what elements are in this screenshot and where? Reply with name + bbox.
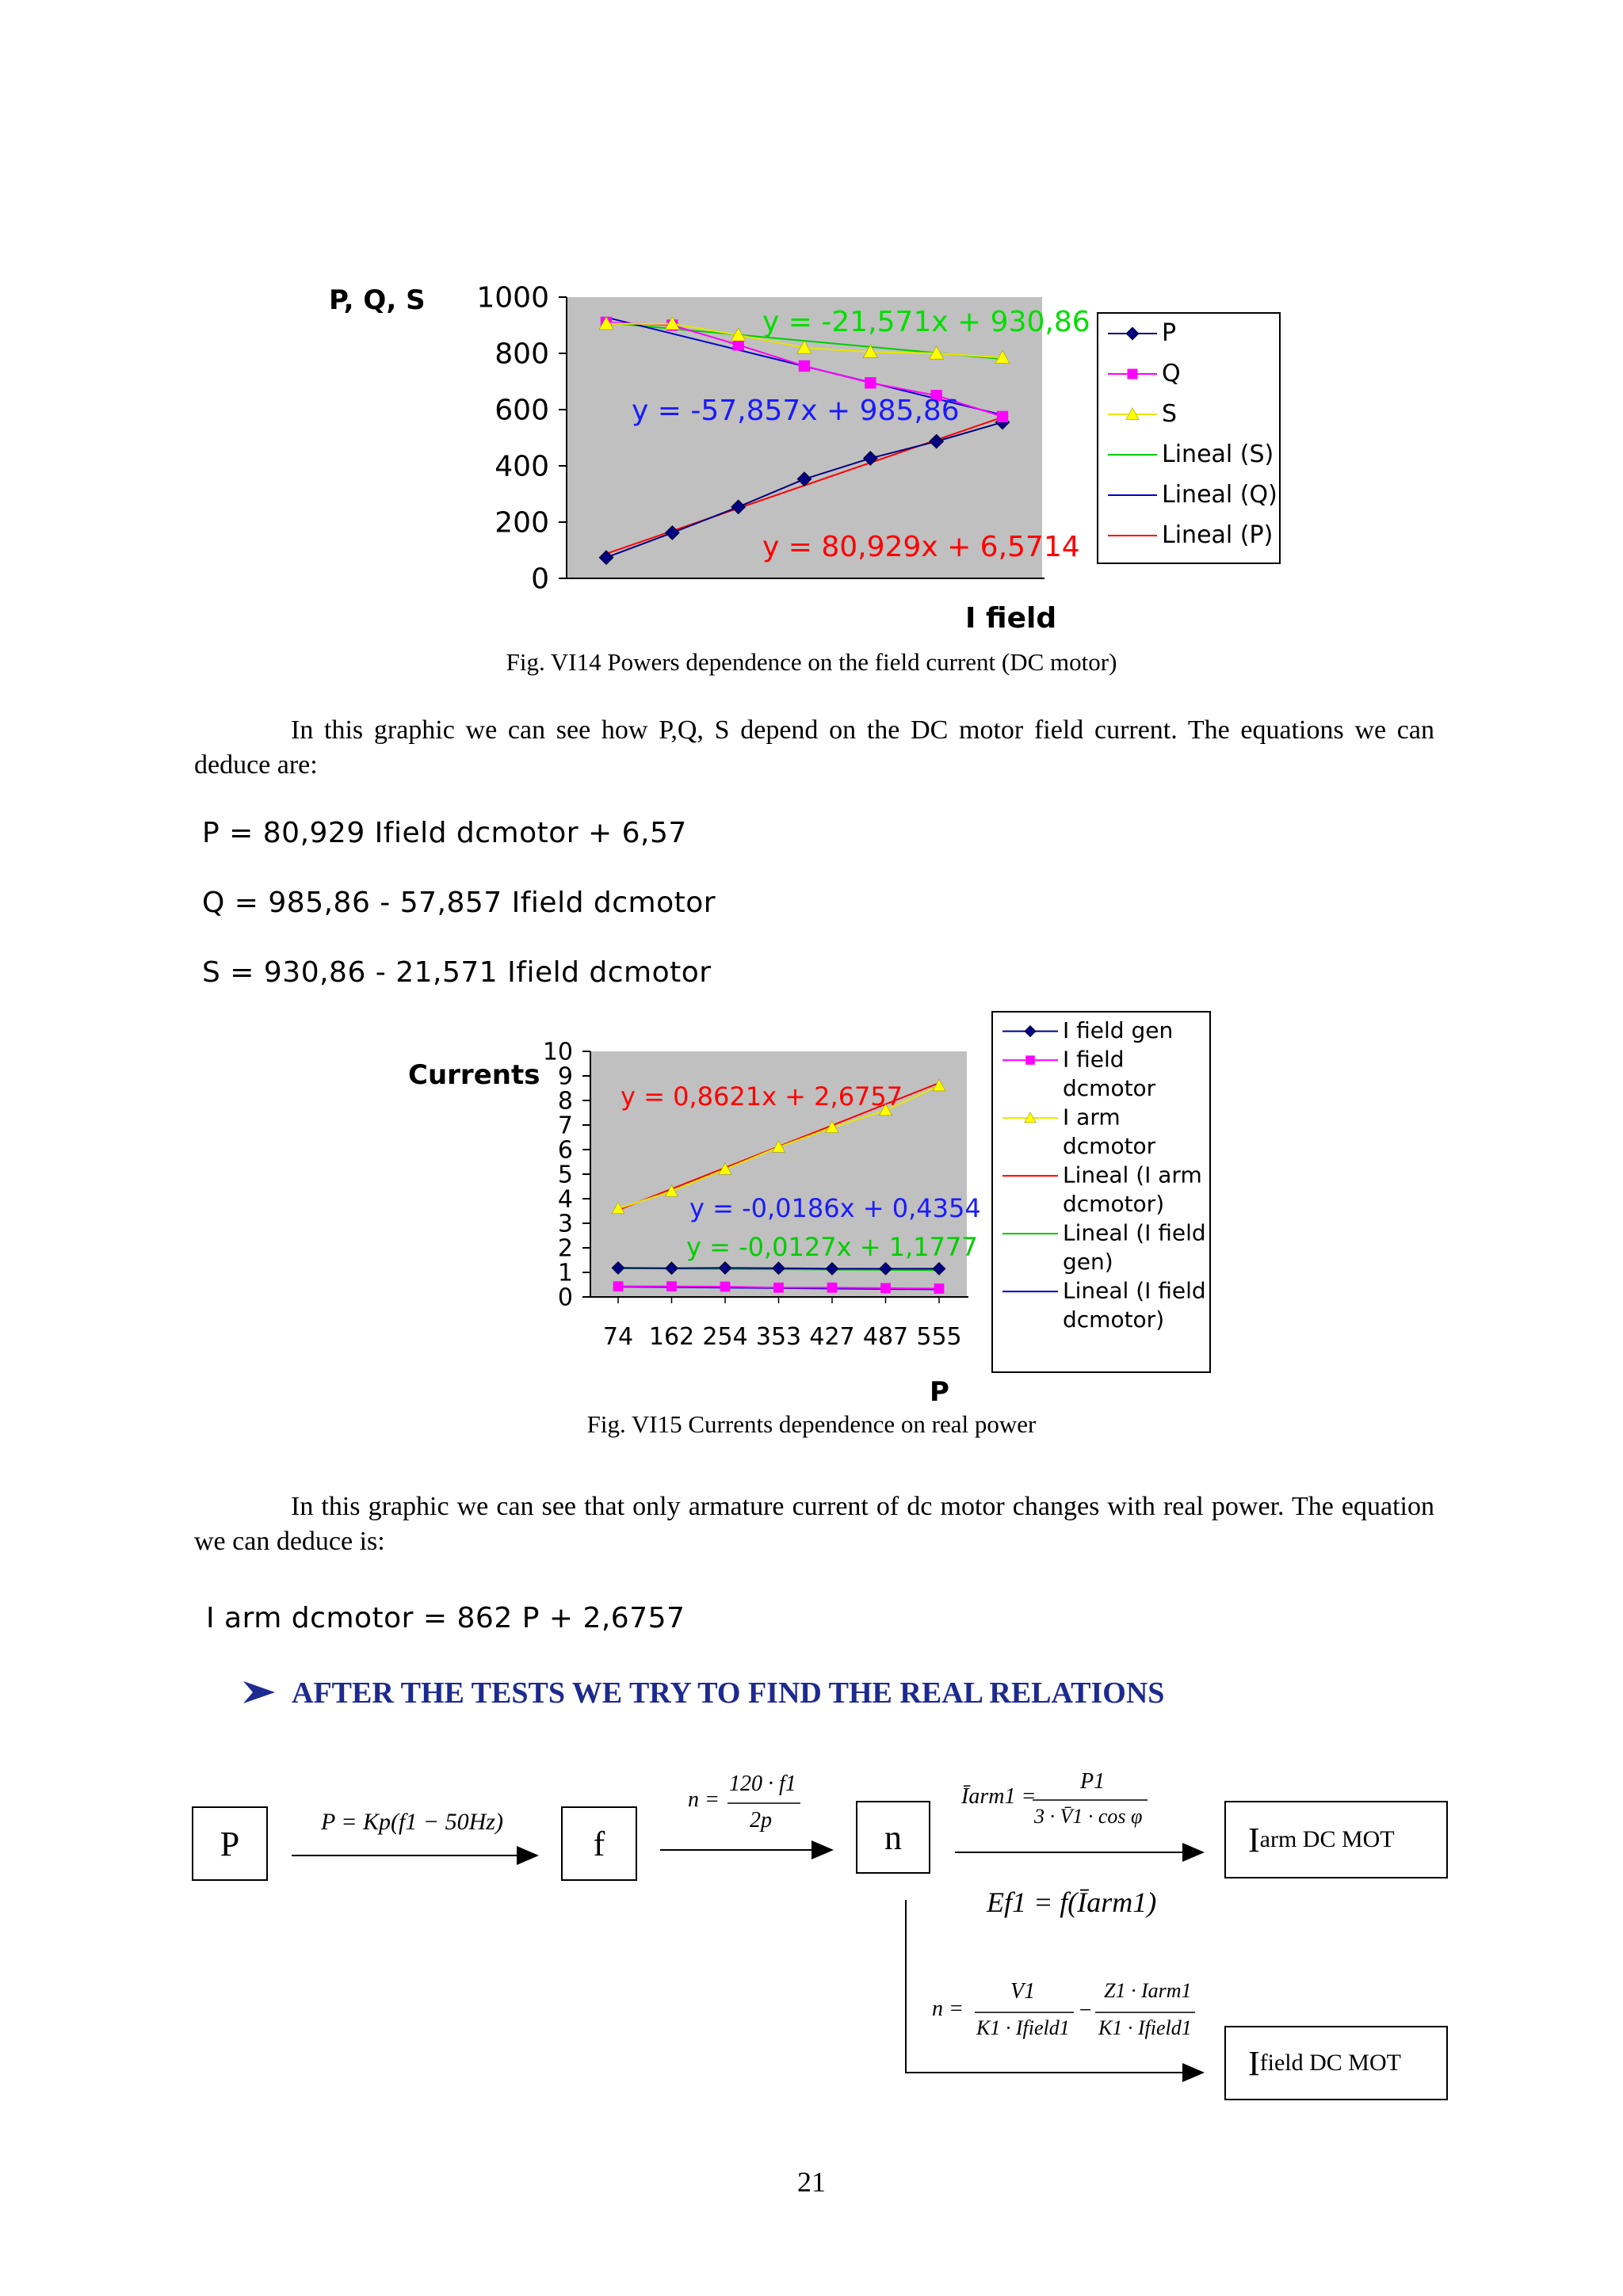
eq-speed-num: 120 · f1 (729, 1772, 796, 1796)
eq-speed2-num2: Z1 · Iarm1 (1104, 1979, 1192, 2002)
x-tick-label: 487 (862, 1323, 909, 1351)
eq-speed2-num1: V1 (1010, 1979, 1036, 2004)
eq-iarm-num: P1 (1080, 1769, 1106, 1794)
diagram-box-iarm: I arm DC MOT (1224, 1801, 1448, 1878)
y-tick-label: 7 (557, 1112, 573, 1140)
x-tick-label: 427 (809, 1323, 855, 1351)
y-tick-label: 400 (495, 450, 549, 483)
x-tick-label: 555 (916, 1323, 962, 1351)
legend-label: Q (1162, 360, 1181, 387)
x-tick-label: 162 (648, 1323, 695, 1351)
data-point (613, 1281, 624, 1291)
data-point (666, 1281, 677, 1291)
paragraph-1: In this graphic we can see how P,Q, S depend on the DC motor field current. The equations we can deduce are: (194, 715, 1434, 780)
y-tick-label: 3 (557, 1210, 573, 1238)
y-tick-label: 6 (557, 1136, 573, 1165)
chart1-ylabel: P, Q, S (329, 284, 426, 316)
fig15-caption: Fig. VI15 Currents dependence on real power (586, 1410, 1037, 1438)
eq-speed2-den2: K1 · Ifield1 (1098, 2016, 1192, 2039)
eq-power-frequency: P = Kp(f1 − 50Hz) (321, 1809, 503, 1835)
legend-label: S (1162, 400, 1178, 428)
chart-powers-vs-field-current (0, 0, 1623, 658)
x-tick-label: 74 (602, 1323, 634, 1351)
legend-marker (1128, 369, 1138, 379)
y-tick-label: 9 (557, 1062, 573, 1091)
legend-label: Lineal (S) (1162, 441, 1274, 468)
y-tick-label: 10 (542, 1038, 573, 1066)
eq-speed-den: 2p (750, 1808, 772, 1833)
legend-label: dcmotor (1063, 1075, 1156, 1101)
legend-label: dcmotor) (1063, 1191, 1165, 1217)
y-tick-label: 8 (557, 1087, 573, 1116)
y-tick-label: 1000 (476, 281, 549, 315)
y-tick-label: 0 (531, 563, 549, 596)
data-point (997, 411, 1008, 422)
eq-speed2-lhs: n = (932, 1997, 964, 2021)
legend-label: I arm (1063, 1104, 1121, 1131)
legend-label: dcmotor (1063, 1133, 1156, 1159)
legend-label: gen) (1063, 1249, 1113, 1275)
eq-iarm-lhs: Īarm1 = (961, 1784, 1037, 1809)
diagram-box-n: n (856, 1801, 930, 1874)
chart1-annotation-s: y = -21,571x + 930,86 (762, 306, 1090, 338)
y-tick-label: 2 (557, 1234, 573, 1263)
x-tick-label: 254 (702, 1323, 748, 1351)
chart2-annotation-iarm: y = 0,8621x + 2,6757 (621, 1081, 903, 1112)
legend-label: dcmotor) (1063, 1306, 1165, 1333)
legend-label: Lineal (P) (1162, 521, 1274, 549)
legend-marker (1025, 1055, 1035, 1065)
y-tick-label: 5 (557, 1161, 573, 1189)
legend-label: I field gen (1063, 1017, 1174, 1043)
chart2-annotation-ifield-gen: y = -0,0127x + 1,1777 (686, 1232, 978, 1262)
chart1-xlabel: I field (965, 602, 1057, 635)
y-tick-label: 4 (557, 1185, 573, 1214)
diagram-box-f: f (561, 1806, 637, 1881)
diagram-arrows (0, 1743, 1623, 2139)
diagram-box-ifield: I field DC MOT (1224, 2026, 1448, 2100)
section-heading: AFTER THE TESTS WE TRY TO FIND THE REAL RELATIONS (292, 1676, 1165, 1710)
data-point (720, 1282, 731, 1292)
page-number: 21 (797, 2166, 826, 2198)
data-point (865, 377, 876, 388)
data-point (773, 1283, 784, 1293)
chart-currents-vs-real-power (0, 998, 1623, 1410)
legend-label: Lineal (I arm (1063, 1161, 1202, 1188)
legend-label: Lineal (I field (1063, 1277, 1206, 1304)
eq-speed2-minus: − (1078, 1998, 1093, 2023)
chart2-ylabel: Currents (408, 1059, 540, 1091)
paragraph-2: In this graphic we can see that only armature current of dc motor changes with real power. The equation we can deduce is: (194, 1492, 1434, 1556)
eq-speed-lhs: n = (688, 1787, 720, 1812)
legend-label: I field (1063, 1046, 1125, 1073)
eq-speed2-den1: K1 · Ifield1 (976, 2016, 1070, 2039)
y-tick-label: 800 (495, 338, 549, 371)
equation-iarm: I arm dcmotor = 862 P + 2,6757 (206, 1602, 685, 1634)
chart1-annotation-q: y = -57,857x + 985,86 (632, 395, 960, 427)
legend-label: Lineal (Q) (1162, 481, 1277, 509)
data-point (934, 1283, 945, 1294)
x-tick-label: 353 (755, 1323, 802, 1351)
equation-q: Q = 985,86 - 57,857 Ifield dcmotor (202, 887, 716, 919)
diagram-box-p: P (192, 1806, 268, 1881)
y-tick-label: 0 (557, 1283, 573, 1312)
y-tick-label: 1 (557, 1259, 573, 1287)
data-point (880, 1283, 891, 1293)
arrow-bullet-icon (242, 1678, 277, 1707)
legend-label: P (1162, 319, 1177, 347)
data-point (799, 360, 810, 372)
chart1-annotation-p: y = 80,929x + 6,5714 (762, 531, 1080, 563)
legend-label: Lineal (I field (1063, 1219, 1206, 1246)
y-tick-label: 600 (495, 394, 549, 427)
equation-p: P = 80,929 Ifield dcmotor + 6,57 (202, 817, 687, 849)
chart2-annotation-ifield-dc: y = -0,0186x + 0,4354 (689, 1193, 981, 1223)
eq-emf: Ef1 = f(Īarm1) (987, 1886, 1157, 1918)
y-tick-label: 200 (495, 506, 549, 540)
chart2-xlabel: P (930, 1376, 949, 1408)
fig14-caption: Fig. VI14 Powers dependence on the field current (DC motor) (506, 648, 1117, 676)
eq-iarm-den: 3 · V̄1 · cos φ (1034, 1805, 1143, 1828)
equation-s: S = 930,86 - 21,571 Ifield dcmotor (202, 956, 712, 989)
data-point (827, 1283, 838, 1293)
